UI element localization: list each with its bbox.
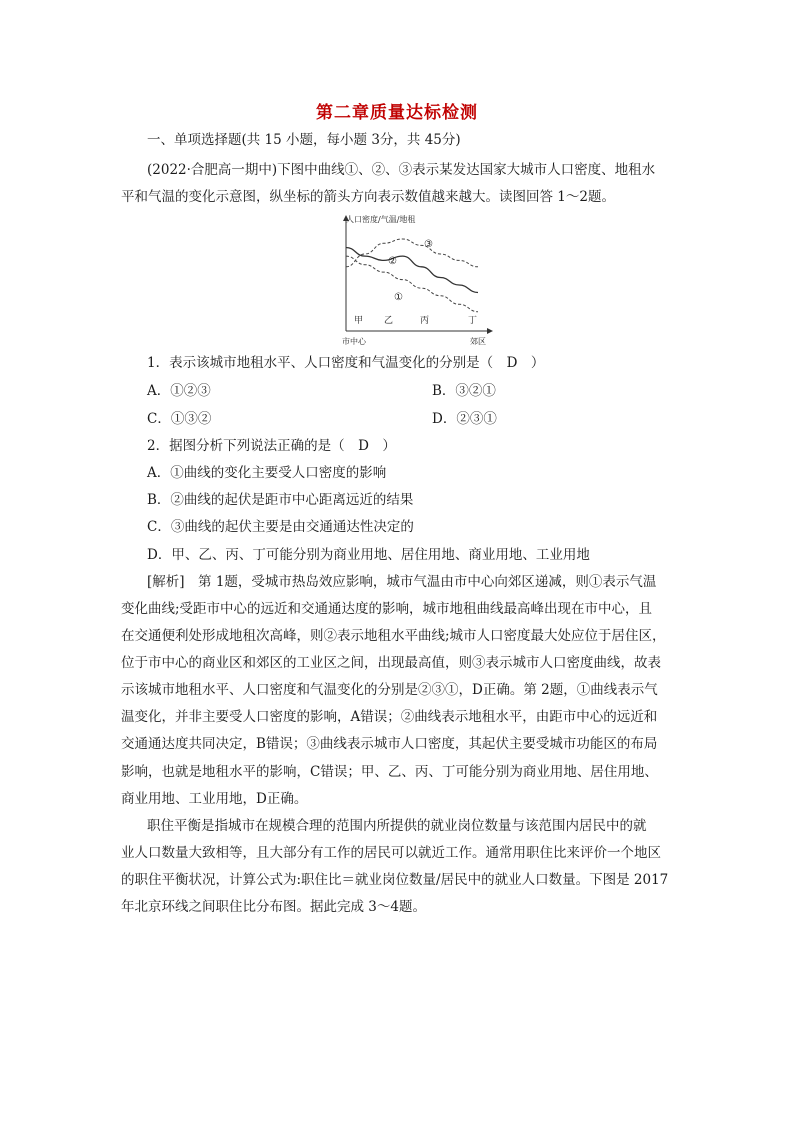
- analysis-line-9: 商业用地、工业用地，D正确。: [121, 791, 308, 807]
- analysis-line-3: 在交通便利处形成地租次高峰，则②表示地租水平曲线;城市人口密度最大处应位于居住区，: [121, 628, 666, 644]
- x-right-label: 郊区: [470, 337, 486, 346]
- zone-label-2: 乙: [384, 316, 394, 326]
- intro2-line-2: 业人口数量大致相等，且大部分有工作的居民可以就近工作。通常用职住比来评价一个地区: [121, 845, 661, 861]
- analysis-line-4: 位于市中心的商业区和郊区的工业区之间，出现最高值，则③表示城市人口密度曲线，故表: [121, 655, 661, 671]
- q2-option-a: A．①曲线的变化主要受人口密度的影响: [147, 465, 387, 481]
- intro2-line-1: 职住平衡是指城市在规模合理的范围内所提供的就业岗位数量与该范围内居民中的就: [147, 818, 647, 834]
- series-2-line: [346, 248, 478, 293]
- zone-label-1: 甲: [354, 316, 364, 326]
- x-left-label: 市中心: [342, 337, 366, 346]
- analysis-line-1: [解析] 第 1题，受城市热岛效应影响，城市气温由市中心向郊区递减，则①表示气温: [147, 574, 657, 590]
- analysis-line-2: 变化曲线;受距市中心的远近和交通通达度的影响，城市地租曲线最高峰出现在市中心，且: [121, 601, 653, 617]
- zone-label-3: 丙: [420, 316, 430, 326]
- analysis-line-5: 示该城市地租水平、人口密度和气温变化的分别是②③①，D正确。第 2题，①曲线表示气: [121, 682, 658, 698]
- series-3-line: [346, 239, 478, 267]
- q1-stem: 1．表示该城市地租水平、人口密度和气温变化的分别是（ D ）: [147, 355, 545, 371]
- chart: [338, 210, 498, 350]
- intro1-line-1: (2022·合肥高一期中)下图中曲线①、②、③表示某发达国家大城市人口密度、地租水: [147, 162, 656, 178]
- chart-ylabel: 人口密度/气温/地租: [346, 215, 416, 224]
- intro1-line-2: 平和气温的变化示意图，纵坐标的箭头方向表示数值越来越大。读图回答 1～2题。: [121, 189, 615, 205]
- series-1-label: ①: [394, 292, 403, 303]
- series-3-label: ③: [424, 239, 433, 250]
- q1-option-a: A．①②③: [147, 383, 211, 399]
- intro2-line-4: 年北京环线之间职住比分布图。据此完成 3～4题。: [121, 899, 426, 915]
- series-2-label: ②: [388, 256, 397, 267]
- page-title: 第二章质量达标检测: [316, 103, 478, 123]
- q2-option-b: B．②曲线的起伏是距市中心距离远近的结果: [147, 492, 414, 508]
- q1-option-c: C．①③②: [147, 411, 212, 427]
- series-1-line: [346, 256, 478, 312]
- q2-option-c: C．③曲线的起伏主要是由交通通达性决定的: [147, 519, 414, 535]
- q1-option-b: B．③②①: [432, 383, 496, 399]
- section-heading: 一、单项选择题(共 15 小题，每小题 3分，共 45分): [147, 132, 461, 148]
- intro2-line-3: 的职住平衡状况，计算公式为:职住比＝就业岗位数量/居民中的就业人口数量。下图是 2017: [121, 872, 669, 888]
- zone-label-4: 丁: [468, 316, 478, 326]
- analysis-line-7: 交通通达度共同决定，B错误；③曲线表示城市人口密度，其起伏主要受城市功能区的布局: [121, 736, 658, 752]
- q2-stem: 2．据图分析下列说法正确的是（ D ）: [147, 438, 396, 454]
- analysis-line-6: 温变化，并非主要受人口密度的影响，A错误；②曲线表示地租水平，由距市中心的远近和: [121, 709, 658, 725]
- q1-option-d: D．②③①: [432, 411, 497, 427]
- q2-option-d: D．甲、乙、丙、丁可能分别为商业用地、居住用地、商业用地、工业用地: [147, 547, 590, 563]
- analysis-line-8: 影响，也就是地租水平的影响，C错误；甲、乙、丙、丁可能分别为商业用地、居住用地、: [121, 764, 658, 780]
